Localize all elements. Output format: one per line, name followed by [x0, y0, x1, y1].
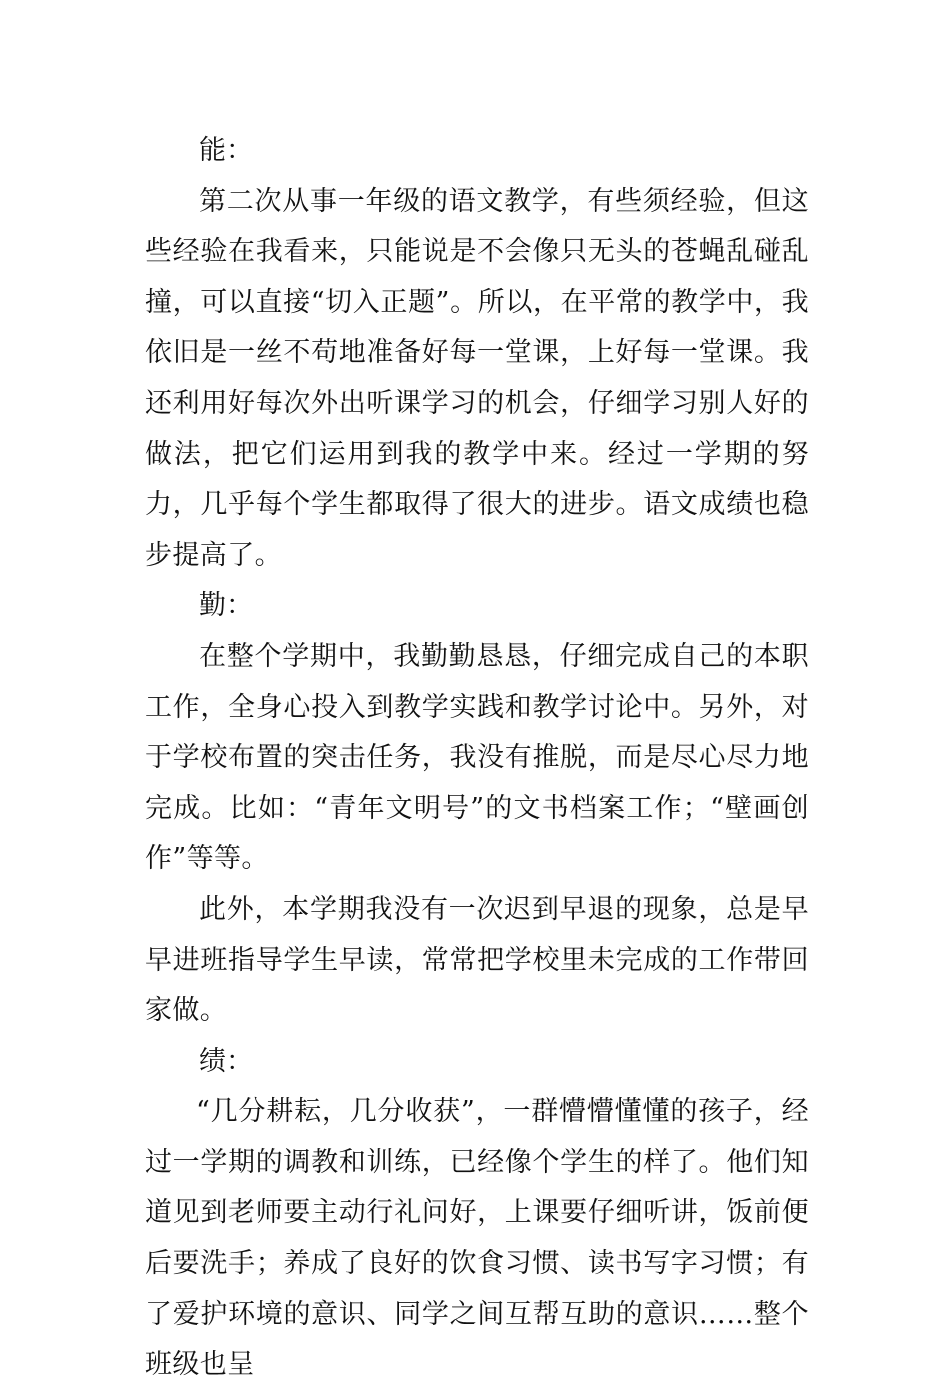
paragraph-attendance: 此外，本学期我没有一次迟到早退的现象，总是早早进班指导学生早读，常常把学校里未完成的工作带回家做。 — [145, 893, 809, 1027]
document-body — [145, 126, 809, 1391]
section-heading-neng: 能： — [199, 135, 253, 166]
paragraph-teaching-experience: 第二次从事一年级的语文教学，有些须经验，但这些经验在我看来，只能说是不会像只无头的苍蝇乱碰乱撞，可以直接“切入正题”。所以，在平常的教学中，我依旧是一丝不苟地准备好每一堂课，上好每一堂课。我还利用好每次外出听课学习的机会，仔细学习别人好的做法，把它们运用到我的教学中来。经过一学期的努力，几乎每个学生都取得了很大的进步。语文成绩也稳步提高了。 — [145, 185, 809, 571]
paragraph-achievements: “几分耕耘，几分收获”，一群懵懵懂懂的孩子，经过一学期的调教和训练，已经像个学生的样了。他们知道见到老师要主动行礼问好，上课要仔细听讲，饭前便后要洗手；养成了良好的饮食习惯、读书写字习惯；有了爱护环境的意识、同学之间互帮互助的意识……整个班级也呈 — [145, 1096, 809, 1381]
paragraph-diligence: 在整个学期中，我勤勤恳恳，仔细完成自己的本职工作，全身心投入到教学实践和教学讨论中。另外，对于学校布置的突击任务，我没有推脱，而是尽心尽力地完成。比如：“青年文明号”的文书档案工作；“壁画创作”等等。 — [145, 640, 809, 875]
section-heading-ji: 绩： — [199, 1045, 253, 1077]
section-heading-qin: 勤： — [199, 590, 253, 622]
